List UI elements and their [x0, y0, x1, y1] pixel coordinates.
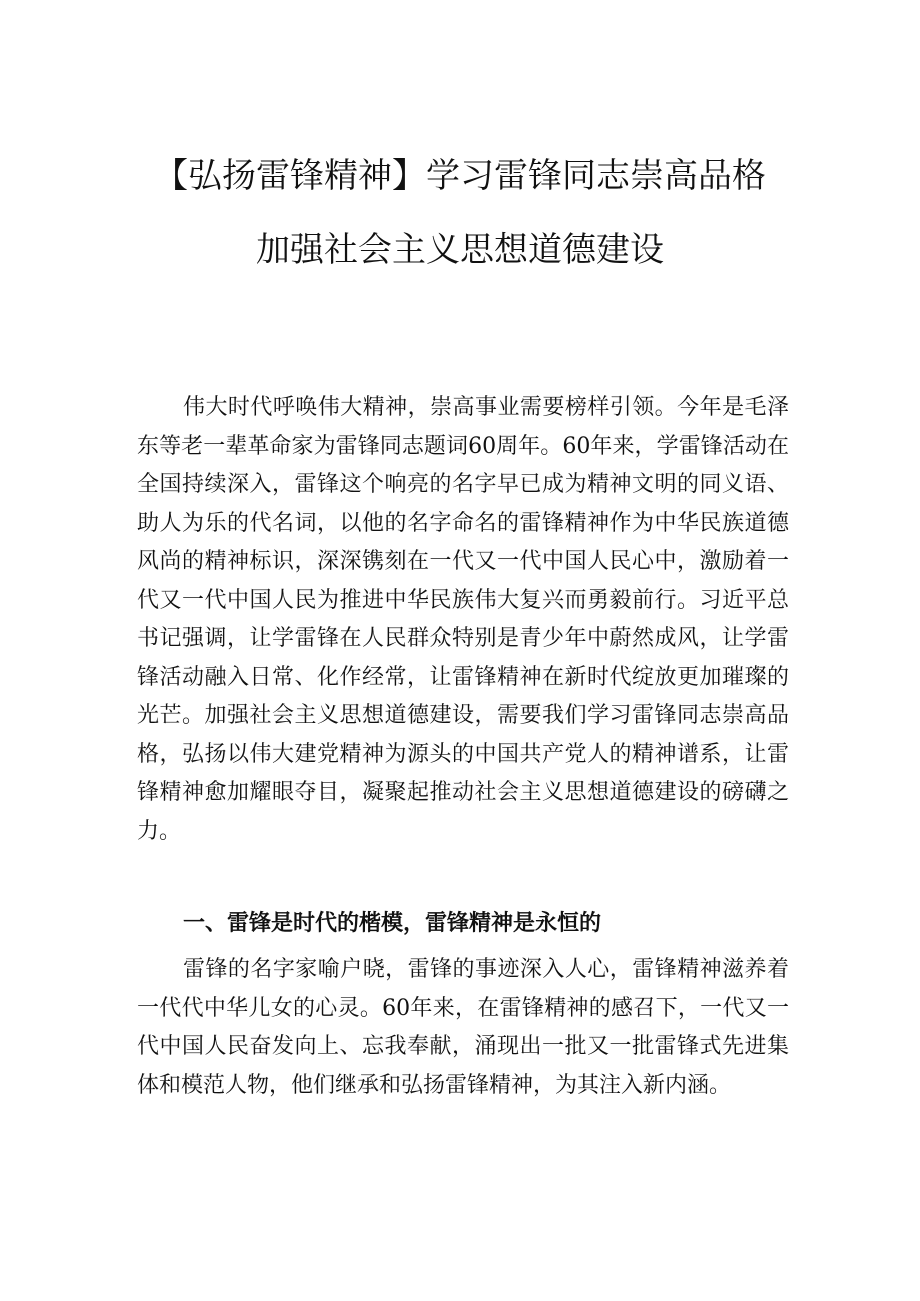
section-heading-1: 一、雷锋是时代的楷模，雷锋精神是永恒的	[183, 911, 602, 936]
section-1-paragraph: 雷锋的名字家喻户晓，雷锋的事迹深入人心，雷锋精神滋养着一代代中华儿女的心灵。60年来，在雷锋精神的感召下，一代又一代中国人民奋发向上、忘我奉献，涌现出一批又一批雷锋式先进集体和模范人物，他们继承和弘扬雷锋精神，为其注入新内涵。	[137, 957, 789, 1098]
intro-paragraph: 伟大时代呼唤伟大精神，崇高事业需要榜样引领。今年是毛泽东等老一辈革命家为雷锋同志题词60周年。60年来，学雷锋活动在全国持续深入，雷锋这个响亮的名字早已成为精神文明的同义语、助人为乐的代名词，以他的名字命名的雷锋精神作为中华民族道德风尚的精神标识，深深镌刻在一代又一代中国人民心中，激励着一代又一代中国人民为推进中华民族伟大复兴而勇毅前行。习近平总书记强调，让学雷锋在人民群众特别是青少年中蔚然成风，让学雷锋活动融入日常、化作经常，让雷锋精神在新时代绽放更加璀璨的光芒。加强社会主义思想道德建设，需要我们学习雷锋同志崇高品格，弘扬以伟大建党精神为源头的中国共产党人的精神谱系，让雷锋精神愈加耀眼夺目，凝聚起推动社会主义思想道德建设的磅礴之力。	[137, 395, 789, 844]
document-title-line-2: 加强社会主义思想道德建设	[256, 230, 664, 270]
document-title-line-1: 【弘扬雷锋精神】学习雷锋同志崇高品格	[154, 156, 766, 196]
